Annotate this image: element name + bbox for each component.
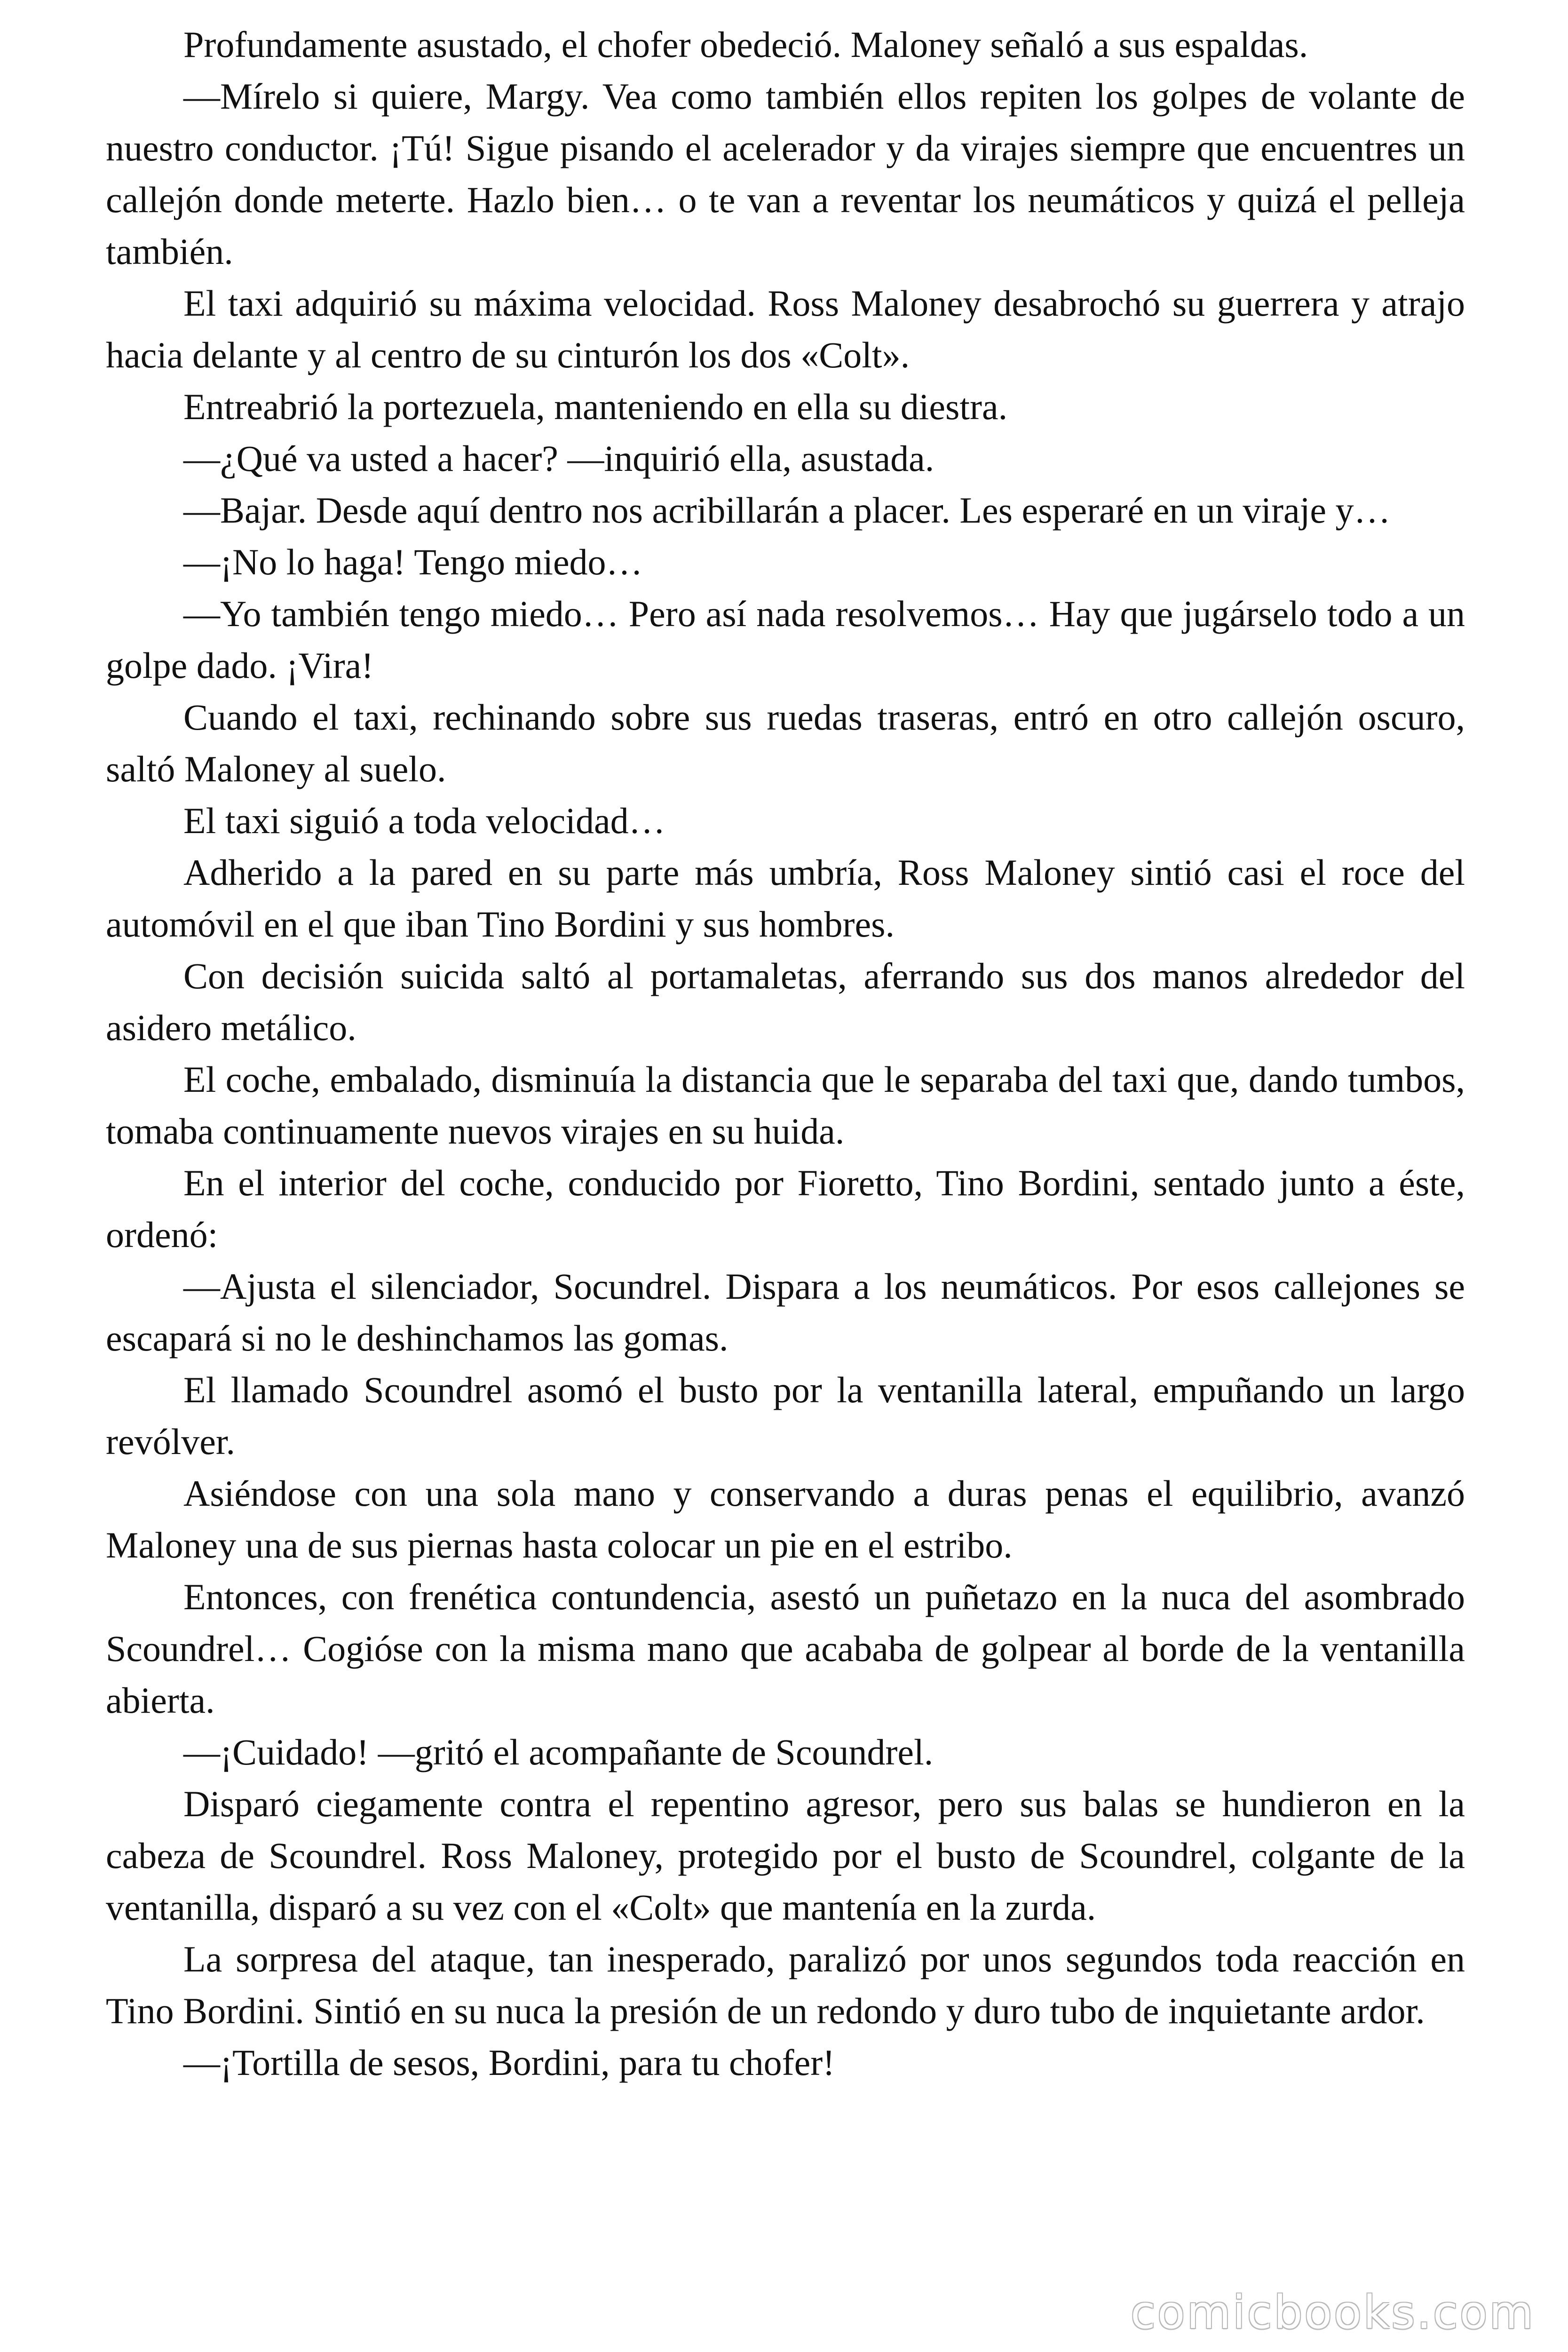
paragraph: Con decisión suicida saltó al portamaletas, aferrando sus dos manos alrededor del asidero metálico. bbox=[106, 955, 1465, 1048]
paragraph: —¿Qué va usted a hacer? —inquirió ella, asustada. bbox=[183, 438, 934, 479]
paragraph: El taxi adquirió su máxima velocidad. Ross Maloney desabrochó su guerrera y atrajo hacia delante y al centro de su cinturón los dos «Colt». bbox=[106, 283, 1465, 375]
watermark: comicbooks.com bbox=[1130, 2286, 1535, 2339]
book-page bbox=[106, 19, 1465, 2089]
paragraph: El llamado Scoundrel asomó el busto por la ventanilla lateral, empuñando un largo revólver. bbox=[106, 1369, 1465, 1462]
paragraph: —Mírelo si quiere, Margy. Vea como también ellos repiten los golpes de volante de nuestro conductor. ¡Tú! Sigue pisando el acelerador y da virajes siempre que encuentres un callejón donde meterte. Hazlo bien… o te van a reventar los neumáticos y quizá el pelleja también. bbox=[106, 76, 1465, 272]
paragraph: —Ajusta el silenciador, Socundrel. Dispara a los neumáticos. Por esos callejones se escapará si no le deshinchamos las gomas. bbox=[106, 1266, 1465, 1359]
paragraph: —¡Cuidado! —gritó el acompañante de Scoundrel. bbox=[183, 1732, 934, 1772]
paragraph: —¡Tortilla de sesos, Bordini, para tu chofer! bbox=[183, 2042, 835, 2083]
paragraph: Entreabrió la portezuela, manteniendo en ella su diestra. bbox=[183, 386, 1008, 427]
paragraph: —¡No lo haga! Tengo miedo… bbox=[183, 541, 643, 582]
paragraph: Profundamente asustado, el chofer obedeció. Maloney señaló a sus espaldas. bbox=[183, 24, 1308, 65]
paragraph: Adherido a la pared en su parte más umbría, Ross Maloney sintió casi el roce del automóvil en el que iban Tino Bordini y sus hombres. bbox=[106, 852, 1465, 945]
paragraph: El coche, embalado, disminuía la distancia que le separaba del taxi que, dando tumbos, tomaba continuamente nuevos virajes en su huida. bbox=[106, 1059, 1465, 1152]
paragraph: En el interior del coche, conducido por Fioretto, Tino Bordini, sentado junto a éste, ordenó: bbox=[106, 1162, 1465, 1255]
paragraph: Cuando el taxi, rechinando sobre sus ruedas traseras, entró en otro callejón oscuro, saltó Maloney al suelo. bbox=[106, 697, 1465, 789]
paragraph: La sorpresa del ataque, tan inesperado, paralizó por unos segundos toda reacción en Tino Bordini. Sintió en su nuca la presión de un redondo y duro tubo de inquietante ardor. bbox=[106, 1939, 1465, 2031]
paragraph: —Yo también tengo miedo… Pero así nada resolvemos… Hay que jugárselo todo a un golpe dado. ¡Vira! bbox=[106, 593, 1465, 686]
paragraph: Disparó ciegamente contra el repentino agresor, pero sus balas se hundieron en la cabeza de Scoundrel. Ross Maloney, protegido por el busto de Scoundrel, colgante de la ventanilla, disparó a su vez con el «Colt» que mantenía en la zurda. bbox=[106, 1783, 1465, 1928]
paragraph: Asiéndose con una sola mano y conservando a duras penas el equilibrio, avanzó Maloney una de sus piernas hasta colocar un pie en el estribo. bbox=[106, 1473, 1465, 1565]
paragraph: —Bajar. Desde aquí dentro nos acribillarán a placer. Les esperaré en un viraje y… bbox=[183, 490, 1391, 531]
paragraph: El taxi siguió a toda velocidad… bbox=[183, 800, 665, 841]
paragraph: Entonces, con frenética contundencia, asestó un puñetazo en la nuca del asombrado Scoundrel… Cogióse con la misma mano que acababa de golpear al borde de la ventanilla abierta. bbox=[106, 1576, 1465, 1721]
